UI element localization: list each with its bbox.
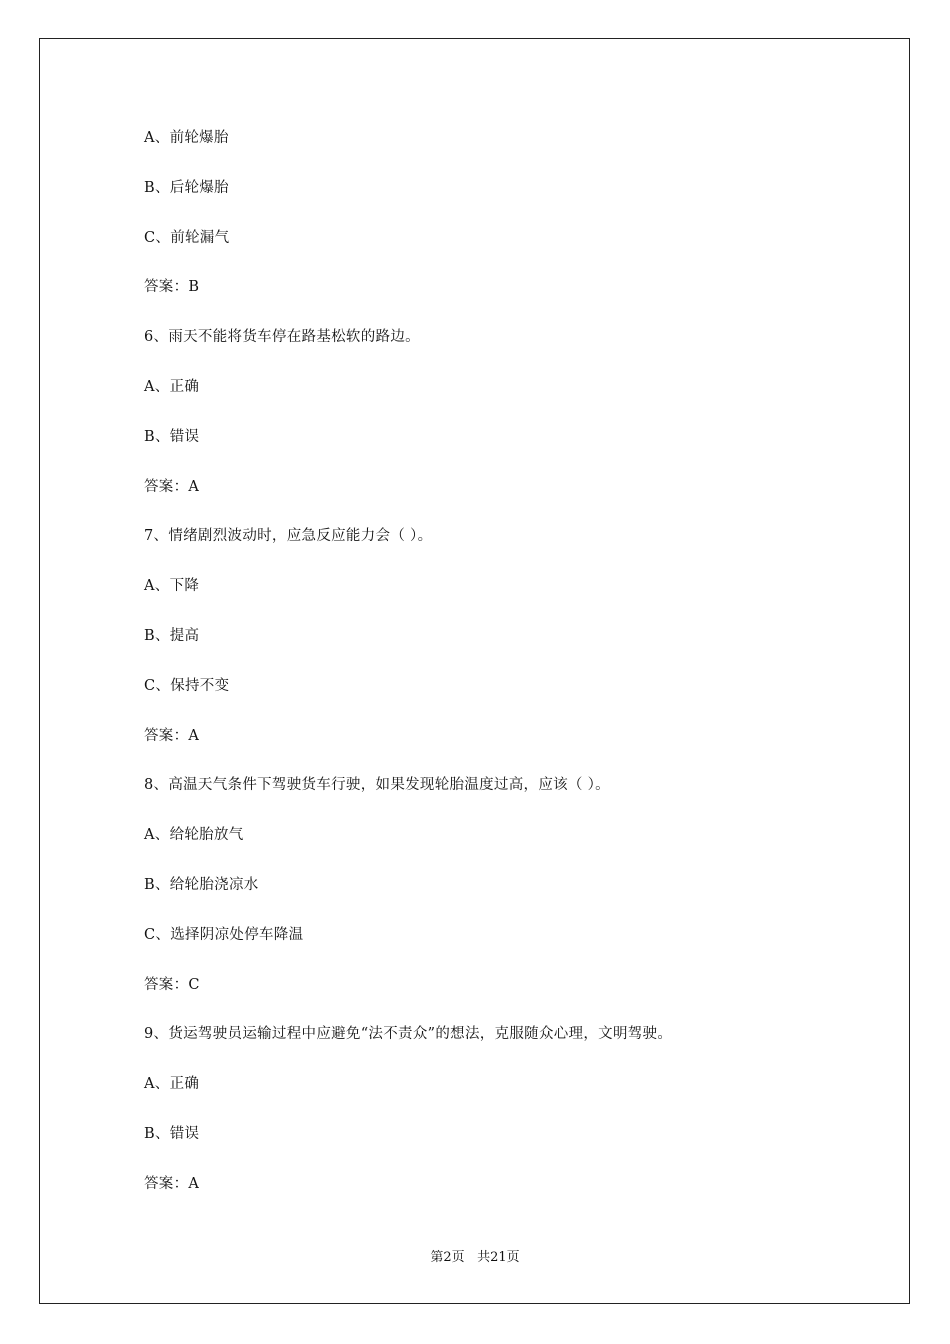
question-line: 6、雨天不能将货车停在路基松软的路边。 bbox=[144, 329, 420, 346]
option-line: A、正确 bbox=[144, 378, 200, 395]
answer-line: 答案：B bbox=[144, 279, 200, 296]
document-body bbox=[144, 126, 864, 1222]
option-line: A、下降 bbox=[144, 578, 200, 595]
option-line: B、提高 bbox=[144, 627, 200, 644]
question-line: 8、高温天气条件下驾驶货车行驶，如果发现轮胎温度过高，应该（ ）。 bbox=[144, 777, 610, 794]
option-line: B、错误 bbox=[144, 1125, 200, 1142]
option-line: C、选择阴凉处停车降温 bbox=[144, 926, 304, 943]
page-footer bbox=[0, 1249, 950, 1267]
page-total: 共21页 bbox=[477, 1250, 520, 1265]
question-line: 9、货运驾驶员运输过程中应避免“法不责众”的想法，克服随众心理，文明驾驶。 bbox=[144, 1026, 673, 1043]
option-line: A、正确 bbox=[144, 1076, 200, 1093]
answer-line: 答案：C bbox=[144, 976, 200, 993]
answer-line: 答案：A bbox=[144, 478, 200, 495]
option-line: B、后轮爆胎 bbox=[144, 179, 229, 196]
option-line: B、给轮胎浇凉水 bbox=[144, 876, 259, 893]
question-line: 7、情绪剧烈波动时，应急反应能力会（ ）。 bbox=[144, 528, 433, 545]
answer-line: 答案：A bbox=[144, 727, 200, 744]
option-line: A、给轮胎放气 bbox=[144, 827, 244, 844]
answer-line: 答案：A bbox=[144, 1175, 200, 1192]
option-line: C、前轮漏气 bbox=[144, 229, 230, 246]
page-number: 第2页 bbox=[430, 1250, 465, 1265]
option-line: A、前轮爆胎 bbox=[144, 130, 229, 146]
option-line: C、保持不变 bbox=[144, 677, 230, 694]
option-line: B、错误 bbox=[144, 428, 200, 445]
